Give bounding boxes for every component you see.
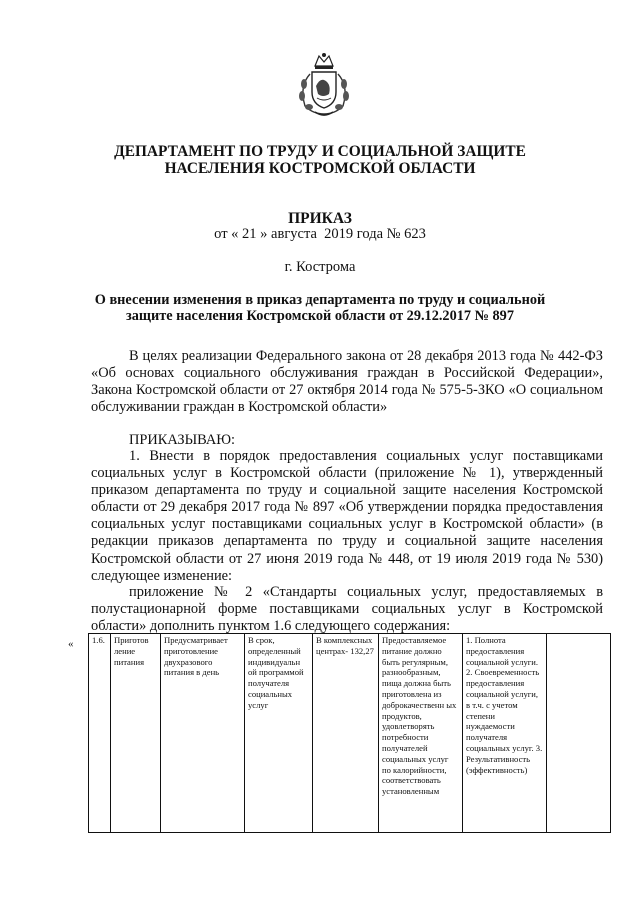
item1-paragraph: 1. Внести в порядок предоставления социальных услуг поставщиками социальных услуг в Костромской области (приложение № 1), утвержденный приказом департамента по труду и социальной защите населения Костромской области от 29 декабря 2017 года № 897 «Об утверждении порядка предоставления социальных услуг поставщиками социальных услуг в Костромской области» (в редакции приказов департамента по труду и социальной защите населения Костромской области от 27 июня 2019 года № 448, от 19 июля 2019 года № 530) следующее изменение: <box>91 448 603 584</box>
subject-line1: О внесении изменения в приказ департамента по труду и социальной <box>94 292 546 308</box>
table-cell-service: Приготов ление питания <box>111 634 161 833</box>
order-word: ПРИКАЗЫВАЮ: <box>129 432 236 448</box>
subject-line2: защите населения Костромской области от 29.12.2017 № 897 <box>126 308 514 324</box>
opening-quote: « <box>68 638 74 650</box>
department-title-line1: ДЕПАРТАМЕНТ ПО ТРУДУ И СОЦИАЛЬНОЙ ЗАЩИТЕ <box>114 143 526 160</box>
standards-table <box>88 633 611 833</box>
date-line: от « 21 » августа 2019 года № 623 <box>214 226 426 242</box>
city-line: г. Кострома <box>284 259 356 275</box>
table-row <box>89 634 611 833</box>
table-cell-tariff: В комплексных центрах- 132,27 <box>313 634 379 833</box>
item2-paragraph: приложение № 2 «Стандарты социальных услуг, предоставляемых в полустационарной форме поставщиками социальных услуг в Костромской области» дополнить пунктом 1.6 следующего содержания: <box>91 584 603 635</box>
table-cell-number: 1.6. <box>89 634 111 833</box>
department-title-line2: НАСЕЛЕНИЯ КОСТРОМСКОЙ ОБЛАСТИ <box>164 160 476 177</box>
table-cell-empty <box>547 634 611 833</box>
department-title <box>0 143 640 177</box>
table-cell-description: Предусматривает приготовление двухразового питания в день <box>161 634 245 833</box>
subject-title <box>0 292 640 324</box>
preamble-paragraph: В целях реализации Федерального закона от 28 декабря 2013 года № 442-ФЗ «Об основах социального обслуживания граждан в Российской Федерации», Закона Костромской области от 27 октября 2014 года № 575-5-ЗКО «О социальном обслуживании граждан в Костромской области» <box>91 348 603 416</box>
table-cell-term: В срок, определенный индивидуальн ой программой получателя социальных услуг <box>245 634 313 833</box>
doc-type-heading: ПРИКАЗ <box>288 210 352 227</box>
table-cell-quality: 1. Полнота предоставления социальной услуги. 2. Своевременность предоставления социальной услуги, в т.ч. с учетом степени нуждаемости получателя социальных услуг. 3. Результативность (эффективность) <box>463 634 547 833</box>
table-cell-conditions: Предоставляемое питание должно быть регулярным, разнообразным, пища должна быть приготовлена из доброкачественн ых продуктов, удовлетворять потребности получателей социальных услуг по калорийности, соответствовать установленным <box>379 634 463 833</box>
coat-of-arms-icon <box>293 52 355 118</box>
